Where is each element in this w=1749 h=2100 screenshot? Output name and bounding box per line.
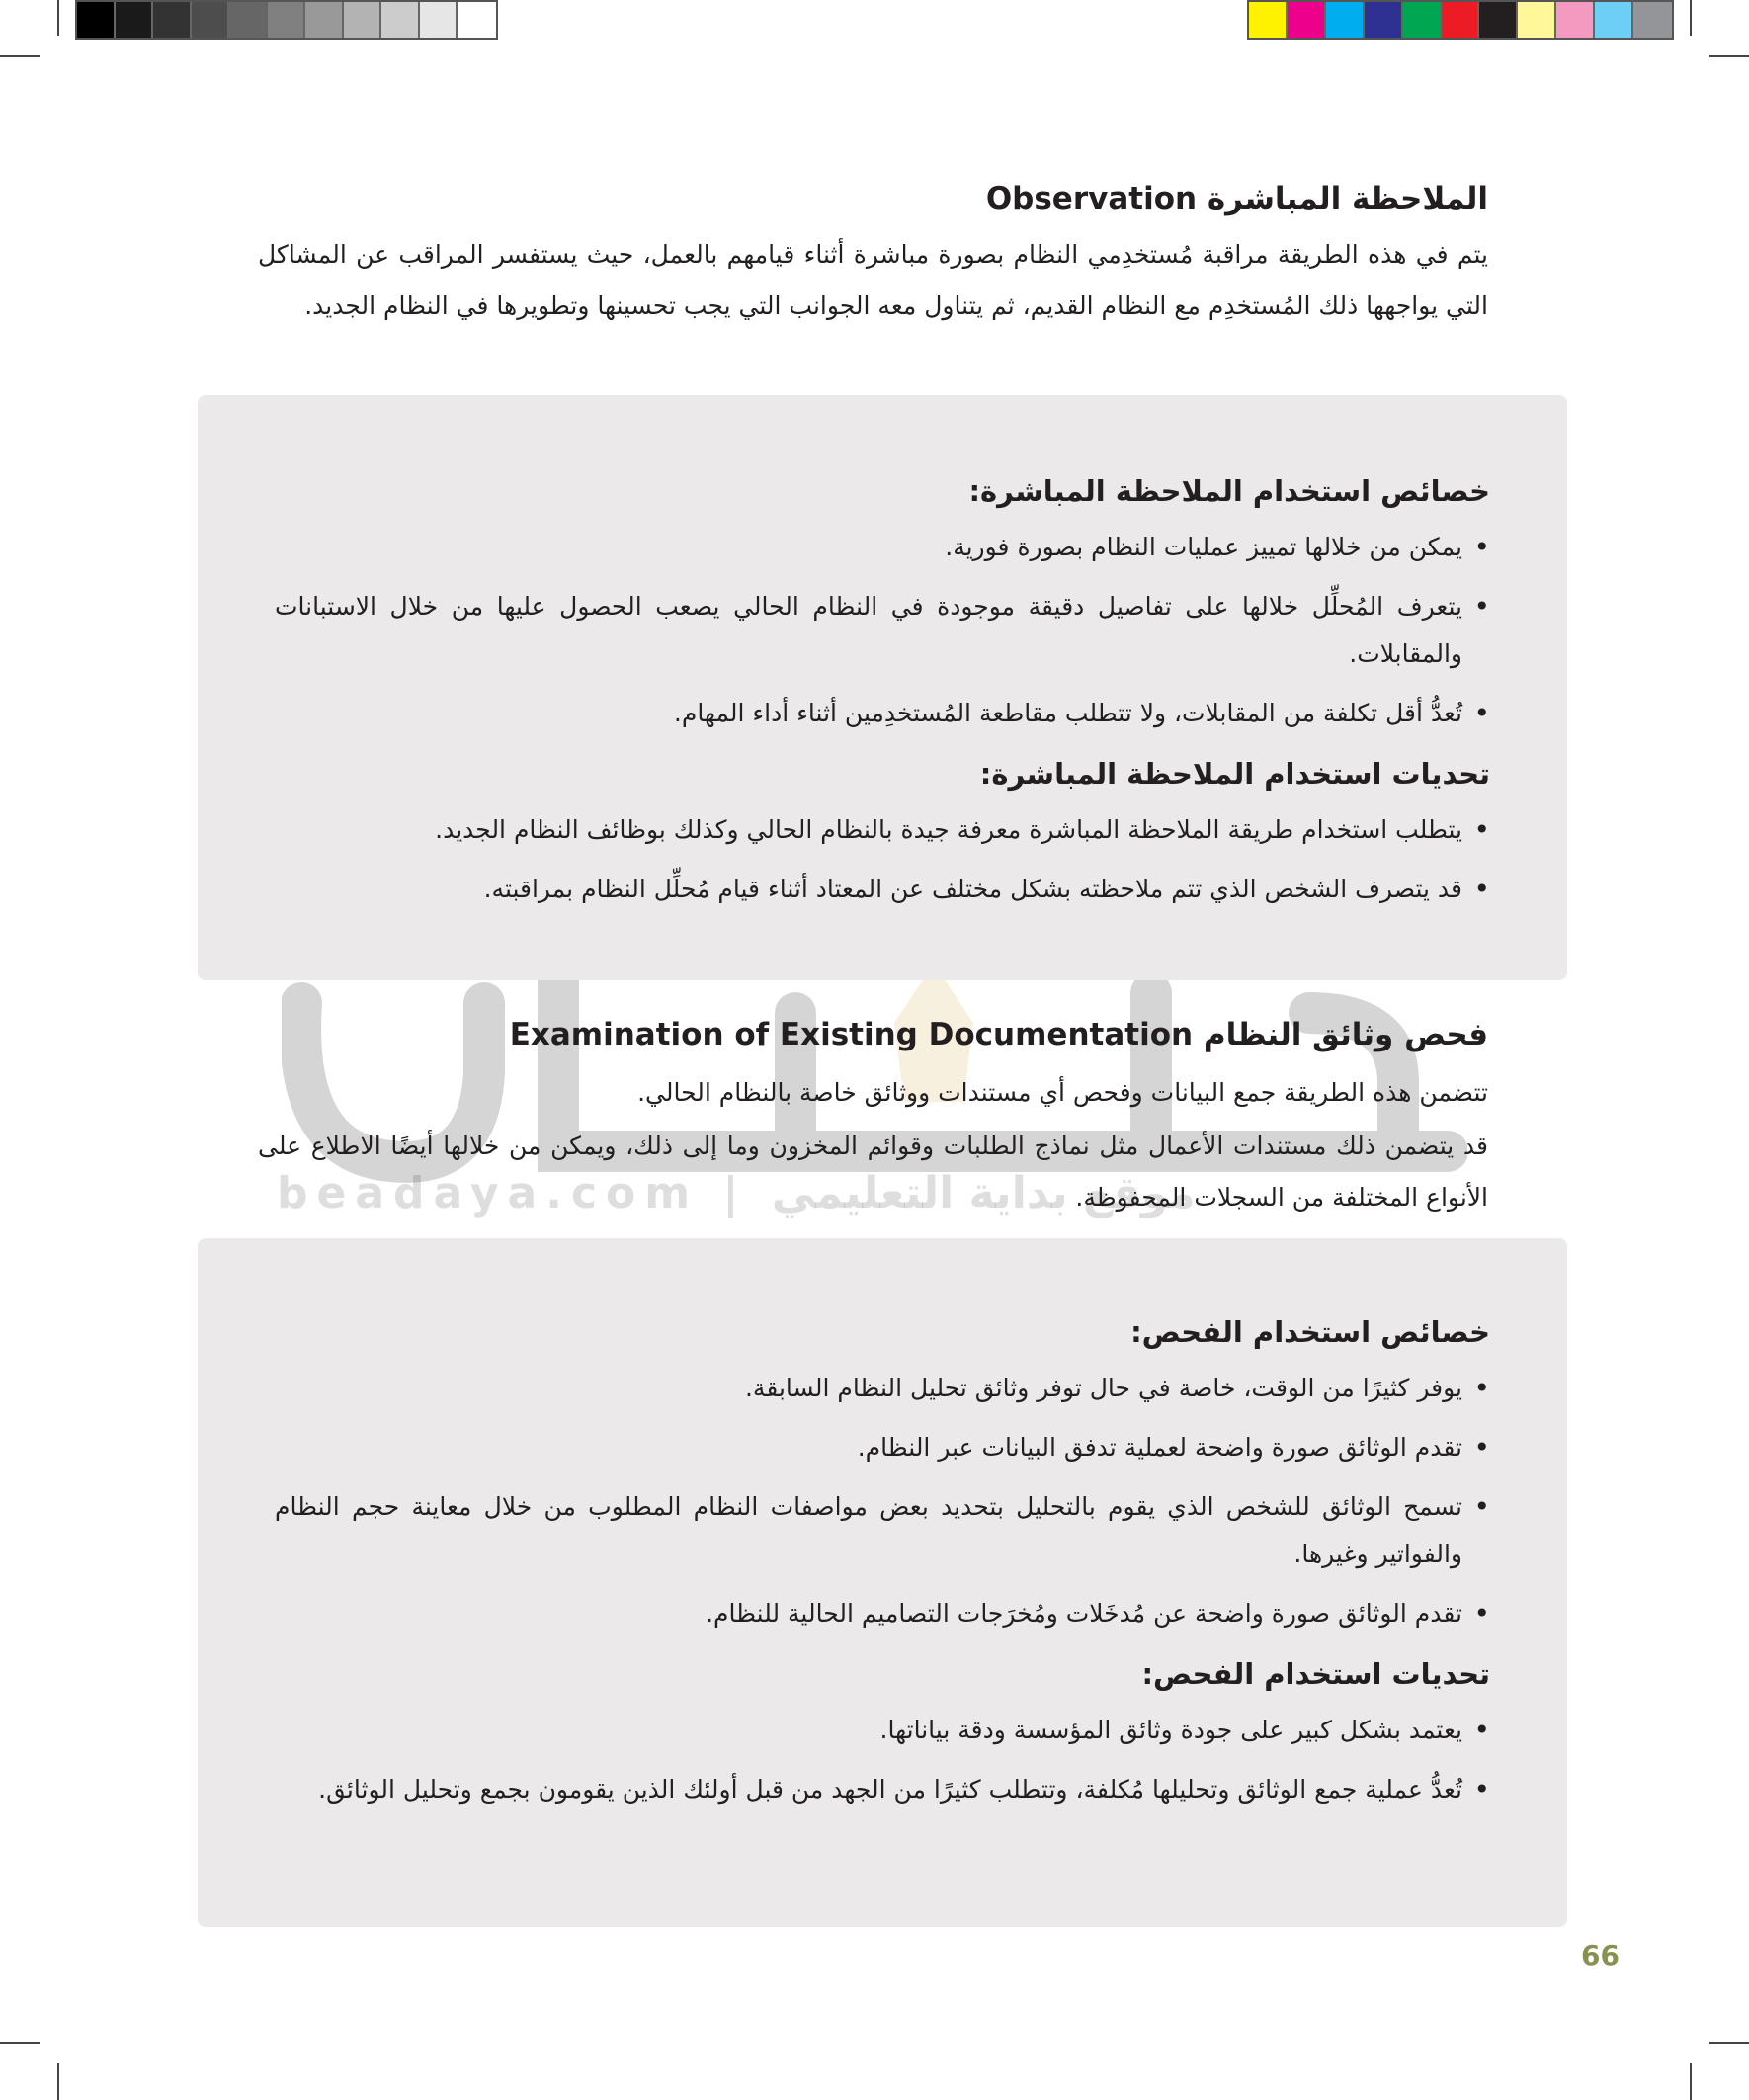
color-swatch (344, 2, 382, 38)
crop-mark (1709, 2042, 1749, 2044)
section-title-documentation: فحص وثائق النظام Examination of Existing Documentation (509, 1017, 1488, 1052)
list-item: • يمكن من خلالها تمييز عمليات النظام بصورة فورية. (275, 524, 1490, 571)
color-calibration-bar (1247, 0, 1674, 40)
list-item: • يتعرف المُحلِّل خلالها على تفاصيل دقيقة موجودة في النظام الحالي يصعب الحصول عليها من خلال الاستبانات والمقابلات. (275, 583, 1490, 678)
color-swatch (153, 2, 192, 38)
color-swatch (1518, 2, 1556, 38)
observation-challenges-list (275, 806, 1490, 925)
crop-mark (1690, 0, 1692, 36)
list-item: • تقدم الوثائق صورة واضحة عن مُدخَلات ومُخرَجات التصاميم الحالية للنظام. (275, 1590, 1490, 1638)
crop-mark (57, 0, 59, 36)
color-swatch (1633, 2, 1672, 38)
color-swatch (381, 2, 420, 38)
watermark-text: beadaya.com | موقع بداية التعليمي (277, 1168, 1196, 1218)
color-swatch (420, 2, 458, 38)
documentation-info-box (198, 1238, 1567, 1927)
crop-mark (0, 2042, 40, 2044)
crop-mark (1709, 55, 1749, 57)
crop-mark (1690, 2063, 1692, 2100)
grayscale-calibration-bar (75, 0, 498, 40)
color-swatch (229, 2, 268, 38)
documentation-challenges-heading: تحديات استخدام الفحص: (1141, 1657, 1490, 1691)
observation-paragraph: يتم في هذه الطريقة مراقبة مُستخدِمي النظام بصورة مباشرة أثناء قيامهم بالعمل، حيث يستفسر المراقب عن المشاكل التي يواجهها ذلك المُستخدِم مع النظام القديم، ثم يتناول معه الجوانب التي يجب تحسينها وتطويرها في النظام الجديد. (258, 240, 1488, 320)
color-swatch (1479, 2, 1518, 38)
observation-info-box (198, 395, 1567, 980)
list-item: • يعتمد بشكل كبير على جودة وثائق المؤسسة ودقة بياناتها. (275, 1707, 1490, 1754)
documentation-features-list (275, 1365, 1490, 1649)
color-swatch (1326, 2, 1365, 38)
color-swatch (1595, 2, 1633, 38)
color-swatch (1288, 2, 1326, 38)
color-swatch (1249, 2, 1288, 38)
color-swatch (458, 2, 496, 38)
list-item: • تسمح الوثائق للشخص الذي يقوم بالتحليل بتحديد بعض مواصفات النظام المطلوب من خلال معاينة حجم النظام والفواتير وغيرها. (275, 1483, 1490, 1578)
observation-features-heading: خصائص استخدام الملاحظة المباشرة: (968, 474, 1490, 508)
documentation-features-heading: خصائص استخدام الفحص: (1130, 1315, 1490, 1349)
color-swatch (268, 2, 306, 38)
color-swatch (1556, 2, 1595, 38)
color-swatch (77, 2, 116, 38)
list-item: • تُعدُّ أقل تكلفة من المقابلات، ولا تتطلب مقاطعة المُستخدِمين أثناء أداء المهام. (275, 690, 1490, 737)
color-swatch (305, 2, 344, 38)
list-item: • تقدم الوثائق صورة واضحة لعملية تدفق البيانات عبر النظام. (275, 1424, 1490, 1471)
list-item: • يتطلب استخدام طريقة الملاحظة المباشرة معرفة جيدة بالنظام الحالي وكذلك بوظائف النظام الجديد. (275, 806, 1490, 854)
documentation-challenges-list (275, 1707, 1490, 1825)
crop-mark (57, 2063, 59, 2100)
crop-mark (0, 55, 40, 57)
color-swatch (1403, 2, 1442, 38)
list-item: • يوفر كثيرًا من الوقت، خاصة في حال توفر وثائق تحليل النظام السابقة. (275, 1365, 1490, 1412)
page-number: 66 (1581, 1939, 1620, 1972)
color-swatch (1442, 2, 1480, 38)
color-swatch (116, 2, 154, 38)
color-swatch (1365, 2, 1403, 38)
section-title-observation: الملاحظة المباشرة Observation (985, 181, 1488, 216)
list-item: • قد يتصرف الشخص الذي تتم ملاحظته بشكل مختلف عن المعتاد أثناء قيام مُحلِّل النظام بمراقبته. (275, 866, 1490, 913)
documentation-paragraph-2: قد يتضمن ذلك مستندات الأعمال مثل نماذج الطلبات وقوائم المخزون وما إلى ذلك، ويمكن من خلالها أيضًا الاطلاع على الأنواع المختلفة من السجلات المحفوظة. (258, 1132, 1488, 1212)
observation-challenges-heading: تحديات استخدام الملاحظة المباشرة: (979, 757, 1490, 791)
documentation-paragraph-1: تتضمن هذه الطريقة جمع البيانات وفحص أي مستندات ووثائق خاصة بالنظام الحالي. (637, 1078, 1488, 1107)
list-item: • تُعدُّ عملية جمع الوثائق وتحليلها مُكلفة، وتتطلب كثيرًا من الجهد من قبل أولئك الذين يقومون بجمع وتحليل الوثائق. (275, 1766, 1490, 1813)
observation-features-list (275, 524, 1490, 749)
color-swatch (192, 2, 230, 38)
